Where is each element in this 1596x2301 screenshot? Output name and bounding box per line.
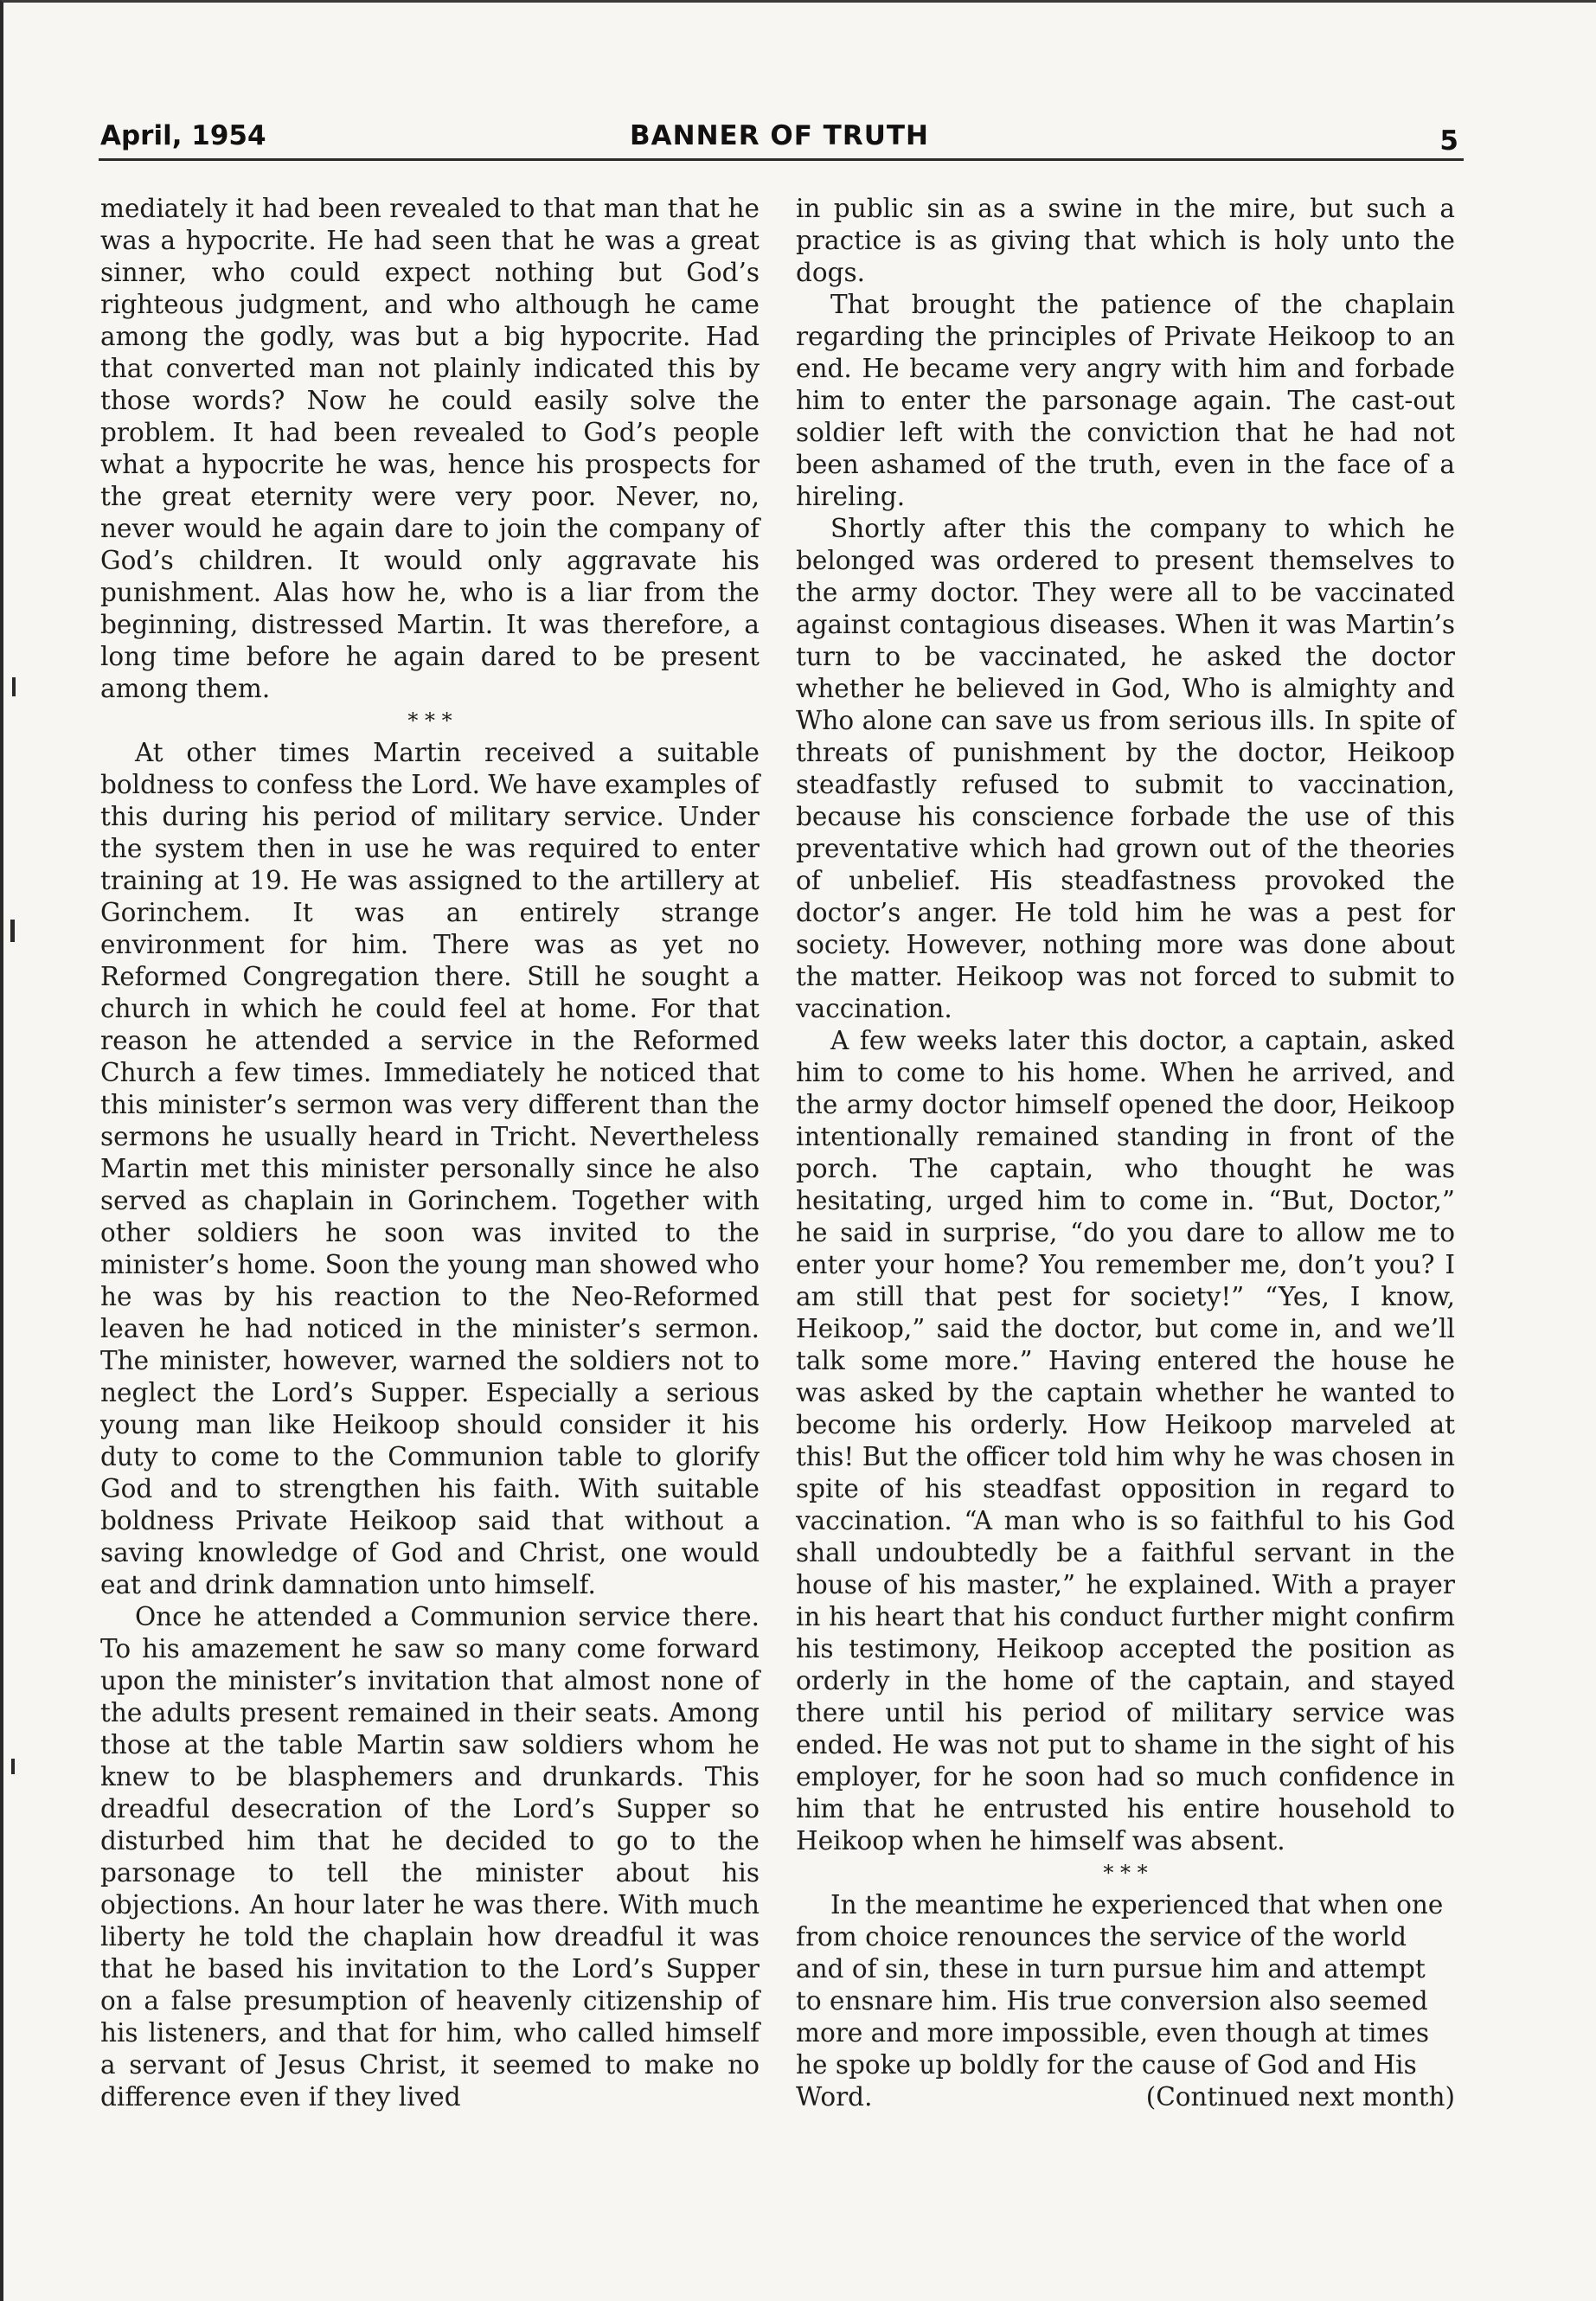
scan-mark	[12, 677, 16, 696]
paragraph: mediately it had been revealed to that man that he was a hypocrite. He had seen that he was a great sinner, who could expect nothing but God’s righteous judgment, and who although he came among the godly, was but a big hypocrite. Had that converted man not plainly indicated this by those words? Now he could easily solve the problem. It had been revealed to God’s people what a hypocrite he was, hence his prospects for the great eternity were very poor. Never, no, never would he again dare to join the company of God’s children. It would only aggravate his punishment. Alas how he, who is a liar from the beginning, distressed Martin. It was therefore, a long time before he again dared to be present among them.	[100, 194, 760, 703]
paragraph: in public sin as a swine in the mire, but such a practice is as giving that which is holy unto the dogs.	[796, 194, 1455, 287]
paragraph: Once he attended a Communion service there. To his amazement he saw so many come forward upon the minister’s invitation that almost none of the adults present remained in their seats. Among those at the table Martin saw soldiers whom he knew to be blasphemers and drunkards. This dreadful desecration of the Lord’s Supper so disturbed him that he decided to go to the parsonage to tell the minister about his objections. An hour later he was there. With much liberty he told the chaplain how dreadful it was that he based his invitation to the Lord’s Supper on a false presumption of heavenly citizenship of his listeners, and that for him, who called himself a servant of Jesus Christ, it seemed to make no difference even if they lived	[100, 1602, 760, 2112]
paragraph-text: In the meantime he experienced that when one from choice renounces the service of the world and of sin, these in turn pursue him and attempt to ensnare him. His true conversion also seemed more and more impossible, even though at times he spoke up boldly for the cause of God and His Word.	[796, 1890, 1444, 2112]
final-paragraph	[796, 1889, 1455, 2113]
section-break: * * *	[407, 708, 452, 733]
left-column	[100, 193, 760, 2113]
page-number: 5	[1439, 125, 1458, 157]
continued-note: (Continued next month)	[1145, 2082, 1455, 2112]
right-column	[796, 193, 1455, 2113]
header-rule	[99, 158, 1464, 161]
paragraph: A few weeks later this doctor, a captain, asked him to come to his home. When he arrived, and the army doctor himself opened the door, Heikoop intentionally remained standing in front of the porch. The captain, who thought he was hesitating, urged him to come in. “But, Doctor,” he said in surprise, “do you dare to allow me to enter your home? You remember me, don’t you? I am still that pest for society!” “Yes, I know, Heikoop,” said the doctor, but come in, and we’ll talk some more.” Having entered the house he was asked by the captain whether he wanted to become his orderly. How Heikoop marveled at this! But the officer told him why he was chosen in spite of his steadfast opposition in regard to vaccination. “A man who is so faithful to his God shall undoubtedly be a faithful servant in the house of his master,” he explained. With a prayer in his heart that his conduct further might confirm his testimony, Heikoop accepted the position as orderly in the home of the captain, and stayed there until his period of military service was ended. He was not put to shame in the sight of his employer, for he soon had so much confidence in him that he entrusted his entire household to Heikoop when he himself was absent.	[796, 1026, 1455, 1856]
paragraph: That brought the patience of the chaplain regarding the principles of Private Heikoop to an end. He became very angry with him and forbade him to enter the parsonage again. The cast-out soldier left with the conviction that he had not been ashamed of the truth, even in the face of a hireling.	[796, 290, 1455, 511]
section-break: * * *	[1103, 1861, 1148, 1885]
publication-title: BANNER OF TRUTH	[630, 120, 929, 151]
scan-mark	[11, 1759, 15, 1774]
scan-mark	[10, 920, 15, 942]
paragraph: Shortly after this the company to which he belonged was ordered to present themselves to the army doctor. They were all to be vaccinated against contagious diseases. When it was Martin’s turn to be vaccinated, he asked the doctor whether he believed in God, Who is almighty and Who alone can save us from serious ills. In spite of threats of punishment by the doctor, Heikoop steadfastly refused to submit to vaccination, because his conscience forbade the use of this preventative which had grown out of the theories of unbelief. His steadfastness provoked the doctor’s anger. He told him he was a pest for society. However, nothing more was done about the matter. Heikoop was not forced to submit to vaccination.	[796, 514, 1455, 1023]
paragraph: At other times Martin received a suitable boldness to confess the Lord. We have examples of this during his period of military service. Under the system then in use he was required to enter training at 19. He was assigned to the artillery at Gorinchem. It was an entirely strange environment for him. There was as yet no Reformed Congregation there. Still he sought a church in which he could feel at home. For that reason he attended a service in the Reformed Church a few times. Immediately he noticed that this minister’s sermon was very different than the sermons he usually heard in Tricht. Nevertheless Martin met this minister personally since he also served as chaplain in Gorinchem. Together with other soldiers he soon was invited to the minister’s home. Soon the young man showed who he was by his reaction to the Neo-Reformed leaven he had noticed in the minister’s sermon. The minister, however, warned the soldiers not to neglect the Lord’s Supper. Especially a serious young man like Heikoop should consider it his duty to come to the Communion table to glorify God and to strengthen his faith. With suitable boldness Private Heikoop said that without a saving knowledge of God and Christ, one would eat and drink damnation unto himself.	[100, 738, 760, 1599]
page-header	[100, 120, 1458, 162]
issue-date: April, 1954	[100, 120, 266, 151]
